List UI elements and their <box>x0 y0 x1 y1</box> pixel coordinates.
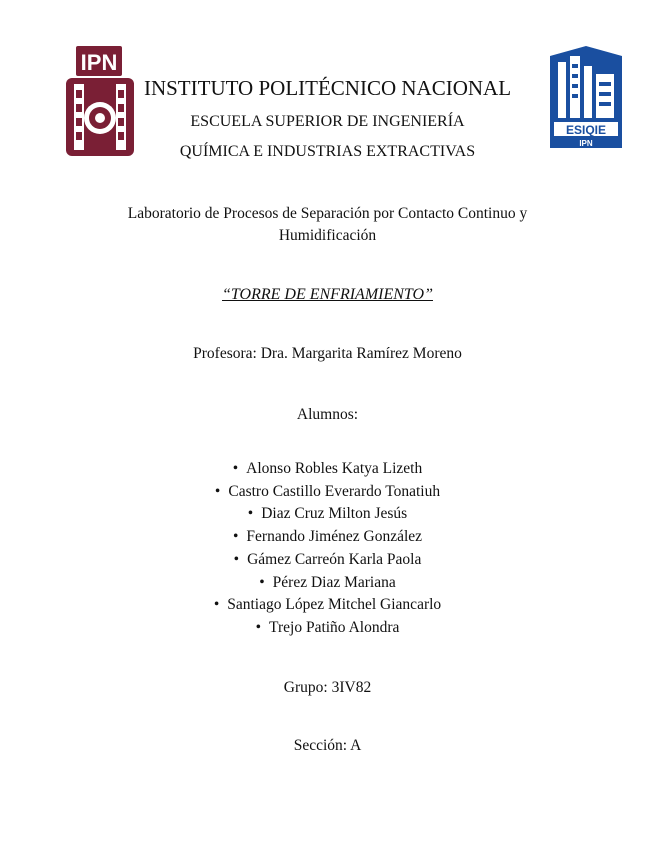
student-name: Castro Castillo Everardo Tonatiuh <box>228 482 441 500</box>
bullet-icon: • <box>259 573 265 591</box>
bullet-icon: • <box>255 618 262 636</box>
student-name: Pérez Diaz Mariana <box>272 573 396 591</box>
professor-name: Profesora: Dra. Margarita Ramírez Moreno <box>193 345 462 362</box>
student-item <box>0 549 655 572</box>
group-label: Grupo: 3IV82 <box>283 679 372 696</box>
document-title: “TORRE DE ENFRIAMIENTO” <box>222 286 433 303</box>
bullet-icon: • <box>213 596 220 614</box>
students-list <box>0 458 655 640</box>
course-name-line2: Humidificación <box>278 227 377 244</box>
student-name: Fernando Jiménez González <box>246 528 423 546</box>
school-name-line2: QUÍMICA E INDUSTRIAS EXTRACTIVAS <box>179 143 476 160</box>
student-name: Gámez Carreón Karla Paola <box>247 550 422 568</box>
student-name: Alonso Robles Katya Lizeth <box>246 460 423 477</box>
student-item <box>0 617 655 640</box>
student-name: Trejo Patiño Alondra <box>269 618 400 636</box>
student-item <box>0 481 655 504</box>
student-item <box>0 458 655 481</box>
student-name: Diaz Cruz Milton Jesús <box>261 505 408 523</box>
bullet-icon: • <box>233 550 240 568</box>
bullet-icon: • <box>247 505 254 523</box>
student-item <box>0 526 655 549</box>
bullet-icon: • <box>214 482 221 500</box>
section-label: Sección: A <box>293 737 362 754</box>
student-item <box>0 572 655 595</box>
esiqie-logo-text: ESIQIE <box>565 123 607 137</box>
student-item <box>0 594 655 617</box>
course-name-line1: Laboratorio de Procesos de Separación por Contacto Continuo y <box>127 205 528 222</box>
student-item <box>0 503 655 526</box>
esiqie-logo-sub: IPN <box>579 139 593 148</box>
institution-title: INSTITUTO POLITÉCNICO NACIONAL <box>143 76 512 100</box>
ipn-logo <box>62 44 138 158</box>
bullet-icon: • <box>232 460 239 477</box>
ipn-logo-text: IPN <box>80 50 118 75</box>
bullet-icon: • <box>232 528 239 546</box>
student-name: Santiago López Mitchel Giancarlo <box>227 596 442 614</box>
school-name-line1: ESCUELA SUPERIOR DE INGENIERÍA <box>190 113 465 130</box>
students-label: Alumnos: <box>296 406 359 423</box>
